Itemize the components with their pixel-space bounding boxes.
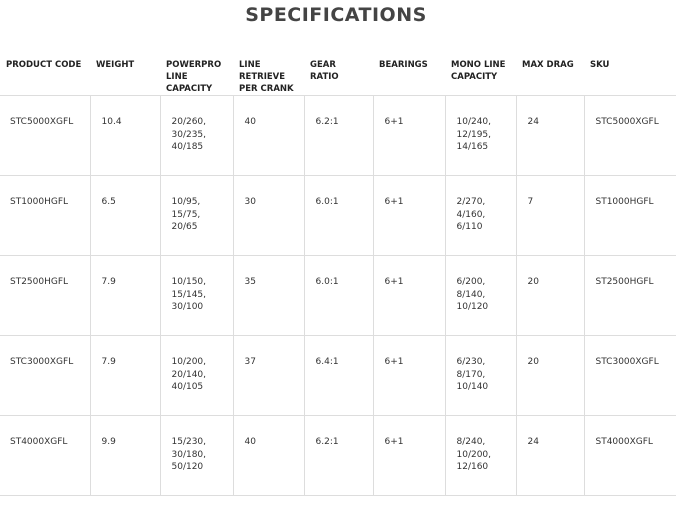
- column-header-mono-line-capacity: MONO LINE CAPACITY: [445, 52, 516, 96]
- table-row: [0, 256, 676, 336]
- cell-powerpro-capacity: 10/95, 15/75, 20/65: [160, 176, 233, 256]
- cell-max-drag: 24: [516, 416, 584, 496]
- cell-max-drag: 20: [516, 256, 584, 336]
- cell-weight: 9.9: [90, 416, 160, 496]
- cell-line-retrieve: 35: [233, 256, 304, 336]
- cell-line-retrieve: 37: [233, 336, 304, 416]
- specifications-table: [0, 52, 676, 496]
- cell-max-drag: 24: [516, 96, 584, 176]
- cell-weight: 7.9: [90, 256, 160, 336]
- cell-bearings: 6+1: [373, 336, 445, 416]
- cell-gear-ratio: 6.0:1: [304, 176, 373, 256]
- cell-line-retrieve: 40: [233, 416, 304, 496]
- cell-mono-capacity: 6/230, 8/170, 10/140: [445, 336, 516, 416]
- cell-mono-capacity: 6/200, 8/140, 10/120: [445, 256, 516, 336]
- column-header-bearings: BEARINGS: [373, 52, 445, 96]
- cell-max-drag: 20: [516, 336, 584, 416]
- column-header-gear-ratio: GEAR RATIO: [304, 52, 373, 96]
- column-header-max-drag: MAX DRAG: [516, 52, 584, 96]
- cell-mono-capacity: 8/240, 10/200, 12/160: [445, 416, 516, 496]
- column-header-powerpro-line-capacity: POWERPRO LINE CAPACITY: [160, 52, 233, 96]
- cell-weight: 10.4: [90, 96, 160, 176]
- cell-product-code: STC5000XGFL: [0, 96, 90, 176]
- column-header-line-retrieve: LINE RETRIEVE PER CRANK: [233, 52, 304, 96]
- cell-bearings: 6+1: [373, 416, 445, 496]
- cell-gear-ratio: 6.0:1: [304, 256, 373, 336]
- cell-powerpro-capacity: 15/230, 30/180, 50/120: [160, 416, 233, 496]
- cell-gear-ratio: 6.2:1: [304, 416, 373, 496]
- cell-product-code: ST4000XGFL: [0, 416, 90, 496]
- cell-line-retrieve: 30: [233, 176, 304, 256]
- column-header-sku: SKU: [584, 52, 676, 96]
- cell-gear-ratio: 6.2:1: [304, 96, 373, 176]
- cell-bearings: 6+1: [373, 256, 445, 336]
- table-row: [0, 176, 676, 256]
- cell-max-drag: 7: [516, 176, 584, 256]
- cell-mono-capacity: 10/240, 12/195, 14/165: [445, 96, 516, 176]
- table-header-row: [0, 52, 676, 96]
- cell-product-code: STC3000XGFL: [0, 336, 90, 416]
- cell-sku: STC3000XGFL: [584, 336, 676, 416]
- cell-sku: ST2500HGFL: [584, 256, 676, 336]
- cell-bearings: 6+1: [373, 96, 445, 176]
- table-row: [0, 96, 676, 176]
- cell-sku: ST1000HGFL: [584, 176, 676, 256]
- cell-weight: 6.5: [90, 176, 160, 256]
- cell-product-code: ST1000HGFL: [0, 176, 90, 256]
- column-header-product-code: PRODUCT CODE: [0, 52, 90, 96]
- cell-line-retrieve: 40: [233, 96, 304, 176]
- table-row: [0, 416, 676, 496]
- cell-powerpro-capacity: 10/150, 15/145, 30/100: [160, 256, 233, 336]
- cell-gear-ratio: 6.4:1: [304, 336, 373, 416]
- cell-bearings: 6+1: [373, 176, 445, 256]
- cell-weight: 7.9: [90, 336, 160, 416]
- cell-sku: STC5000XGFL: [584, 96, 676, 176]
- cell-product-code: ST2500HGFL: [0, 256, 90, 336]
- cell-powerpro-capacity: 20/260, 30/235, 40/185: [160, 96, 233, 176]
- page-title: SPECIFICATIONS: [245, 4, 427, 26]
- column-header-weight: WEIGHT: [90, 52, 160, 96]
- cell-powerpro-capacity: 10/200, 20/140, 40/105: [160, 336, 233, 416]
- table-row: [0, 336, 676, 416]
- cell-sku: ST4000XGFL: [584, 416, 676, 496]
- cell-mono-capacity: 2/270, 4/160, 6/110: [445, 176, 516, 256]
